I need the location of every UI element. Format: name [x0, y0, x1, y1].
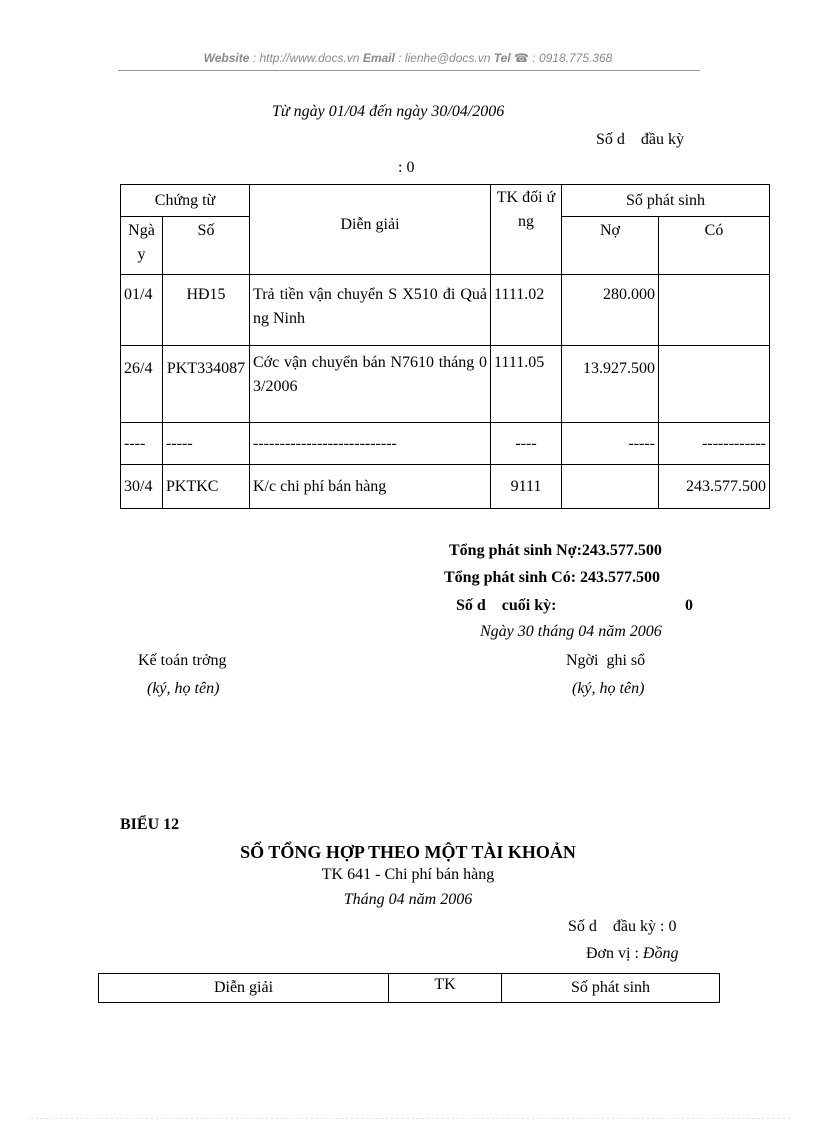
cell-tk: ---- [491, 423, 562, 465]
header-chung-tu: Chứng từ [121, 185, 250, 217]
cell-co: 243.577.500 [659, 465, 770, 509]
period-line: Từ ngày 01/04 đến ngày 30/04/2006 [272, 103, 505, 120]
header-so-phat-sinh: Số phát sinh [562, 185, 770, 217]
ledger-table [120, 184, 770, 509]
unit-value: Đồng [642, 945, 679, 962]
summary-header-so-phat-sinh: Số phát sinh [502, 974, 720, 1003]
recorder-note: (ký, họ tên) [572, 680, 645, 697]
header-no: Nợ [562, 217, 659, 275]
cell-dien-giai: K/c chi phí bán hàng [250, 465, 491, 509]
cell-co: ------------ [659, 423, 770, 465]
table-row [121, 346, 770, 423]
cell-no: 13.927.500 [562, 346, 659, 423]
cell-co [659, 275, 770, 346]
header-so: Số [163, 217, 250, 275]
chief-accountant-note: (ký, họ tên) [147, 680, 220, 697]
cell-tk: 1111.02 [491, 275, 562, 346]
email-label: Email [362, 51, 395, 65]
tel-value: ☎ : 0918.775.368 [510, 51, 613, 65]
cell-so: PKT334087 [163, 346, 250, 423]
unit-label: Đơn vị : [586, 945, 643, 962]
table-row [121, 275, 770, 346]
cell-ngay: 01/4 [121, 275, 163, 346]
header-ngay: Ngà y [121, 217, 163, 275]
website-value[interactable]: : http://www.docs.vn [249, 51, 363, 65]
section-month: Tháng 04 năm 2006 [343, 891, 473, 908]
section-title: SỔ TỔNG HỢP THEO MỘT TÀI KHOẢN [240, 842, 576, 862]
cell-tk: 1111.05 [491, 346, 562, 423]
header-divider [118, 70, 700, 71]
header-tk-doi-ung: TK đối ứng [491, 185, 562, 275]
cell-ngay: ---- [121, 423, 163, 465]
cell-dien-giai: Trả tiền vận chuyển S X510 đi Quảng Ninh [250, 275, 491, 346]
email-value[interactable]: : lienhe@docs.vn [394, 51, 494, 65]
cell-ngay: 26/4 [121, 346, 163, 423]
cell-tk: 9111 [491, 465, 562, 509]
section-opening-balance: Số d đầu kỳ : 0 [568, 918, 677, 935]
chief-accountant-title: Kế toán trởng [138, 652, 227, 669]
tel-label: Tel [493, 51, 511, 65]
cell-no: ----- [562, 423, 659, 465]
summary-table [98, 973, 720, 1003]
total-debit: Tổng phát sinh Nợ:243.577.500 [449, 542, 662, 559]
closing-balance-value: 0 [685, 597, 693, 614]
cell-co [659, 346, 770, 423]
summary-header-dien-giai: Diễn giải [99, 974, 389, 1003]
opening-balance-label: Số d đầu kỳ [596, 131, 684, 148]
cell-so: ----- [163, 423, 250, 465]
summary-header-tk: TK [389, 974, 502, 1003]
section-subtitle: TK 641 - Chi phí bán hàng [321, 866, 495, 883]
total-credit: Tổng phát sinh Có: 243.577.500 [444, 569, 661, 586]
cell-ngay: 30/4 [121, 465, 163, 509]
site-header [0, 51, 816, 65]
opening-balance-value: : 0 [398, 159, 415, 176]
section-label: BIỂU 12 [120, 816, 180, 833]
cell-so: PKTKC [163, 465, 250, 509]
table-row [121, 465, 770, 509]
cell-no: 280.000 [562, 275, 659, 346]
recorder-title: Ngời ghi sổ [566, 652, 646, 669]
page-bottom-divider [30, 1118, 790, 1119]
header-co: Có [659, 217, 770, 275]
header-dien-giai: Diễn giải [250, 185, 491, 275]
date-line: Ngày 30 tháng 04 năm 2006 [480, 623, 662, 640]
unit-line [586, 945, 678, 963]
table-row [121, 423, 770, 465]
cell-dien-giai: --------------------------- [250, 423, 491, 465]
closing-balance-label: Số d cuối kỳ: [456, 597, 557, 614]
cell-dien-giai: Cớc vận chuyển bán N7610 tháng 03/2006 [250, 346, 491, 423]
cell-no [562, 465, 659, 509]
website-label: Website [203, 51, 250, 65]
cell-so: HĐ15 [163, 275, 250, 346]
